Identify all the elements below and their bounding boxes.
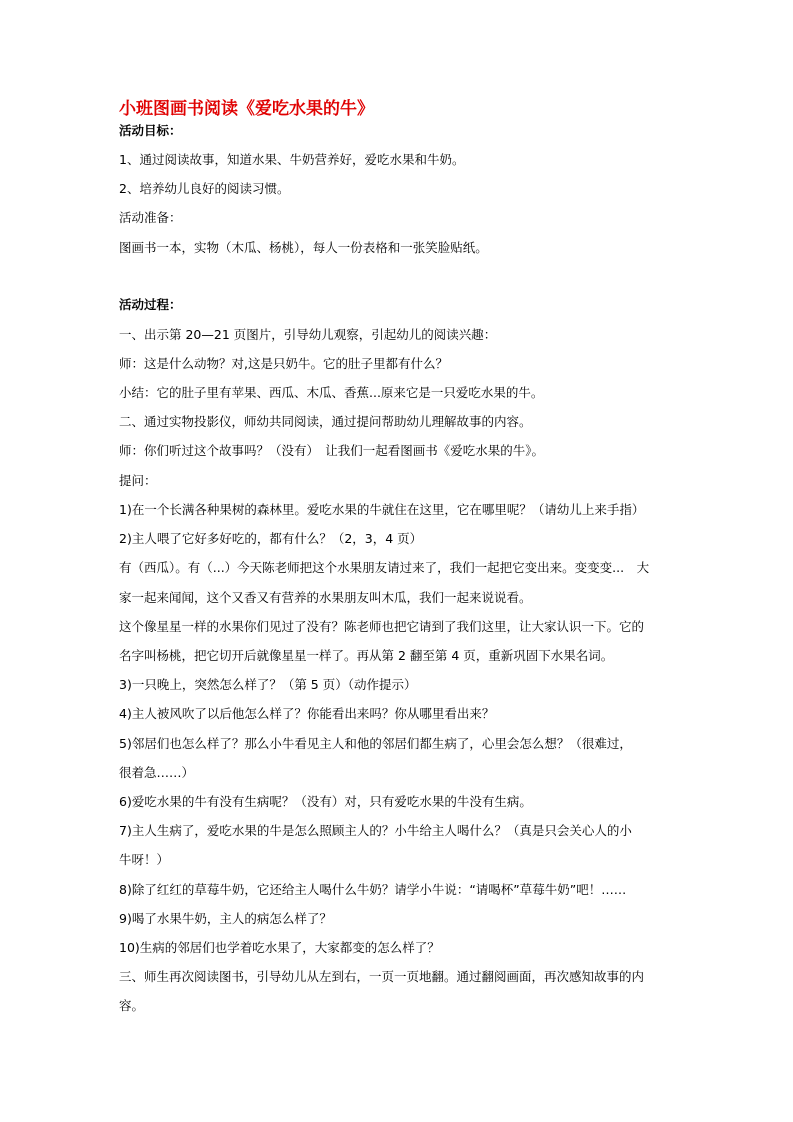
goal-item-2: 2、培养幼儿良好的阅读习惯。: [119, 181, 290, 196]
process-line: 1)在一个长满各种果树的森林里。爱吃水果的牛就住在这里，它在哪里呢？（请幼儿上来手指）: [119, 502, 645, 517]
process-line: 7)主人生病了，爱吃水果的牛是怎么照顾主人的？小牛给主人喝什么？（真是只会关心人的小: [119, 823, 632, 838]
process-line: 8)除了红红的草莓牛奶，它还给主人喝什么牛奶？请学小牛说：“请喝杯”草莓牛奶”吧！……: [119, 882, 627, 897]
process-line: 很着急……）: [119, 765, 195, 780]
process-line: 牛呀！）: [119, 852, 170, 867]
process-line: 提问：: [119, 473, 157, 488]
process-line: 3)一只晚上，突然怎么样了？（第 5 页）（动作提示）: [119, 677, 417, 692]
section-heading-preparation: 活动准备：: [119, 210, 182, 225]
process-line: 2)主人喂了它好多好吃的，都有什么？（2，3，4 页）: [119, 531, 423, 546]
document-title: 小班图画书阅读《爱吃水果的牛》: [119, 99, 374, 119]
process-line: 4)主人被风吹了以后他怎么样了？你能看出来吗？你从哪里看出来？: [119, 706, 495, 721]
process-line: 名字叫杨桃，把它切开后就像星星一样了。再从第 2 翻至第 4 页，重新巩固下水果名词。: [119, 648, 614, 663]
process-line: 三、师生再次阅读图书，引导幼儿从左到右，一页一页地翻。通过翻阅画面，再次感知故事的内: [119, 969, 645, 984]
process-line: 小结：它的肚子里有苹果、西瓜、木瓜、香蕉...原来它是一只爱吃水果的牛。: [119, 385, 544, 400]
process-line: 10)生病的邻居们也学着吃水果了，大家都变的怎么样了？: [119, 940, 440, 955]
process-line: 5)邻居们也怎么样了？那么小牛看见主人和他的邻居们都生病了，心里会怎么想？（很难过，: [119, 736, 632, 751]
process-line: 这个像星星一样的水果你们见过了没有？陈老师也把它请到了我们这里，让大家认识一下。它的: [119, 619, 645, 634]
process-line: 6)爱吃水果的牛有没有生病呢？（没有）对，只有爱吃水果的牛没有生病。: [119, 794, 532, 809]
process-line: 9)喝了水果牛奶，主人的病怎么样了？: [119, 911, 332, 926]
process-line: 有（西瓜）。有（...）今天陈老师把这个水果朋友请过来了，我们一起把它变出来。变变变... 大: [119, 560, 650, 575]
process-line: 一、出示第 20—21 页图片，引导幼儿观察，引起幼儿的阅读兴趣：: [119, 327, 497, 342]
preparation-text: 图画书一本，实物（木瓜、杨桃），每人一份表格和一张笑脸贴纸。: [119, 240, 488, 255]
section-heading-process: 活动过程：: [119, 297, 182, 312]
process-line: 家一起来闻闻，这个又香又有营养的水果朋友叫木瓜，我们一起来说说看。: [119, 590, 532, 605]
process-line: 师：你们听过这个故事吗？（没有） 让我们一起看图画书《爱吃水果的牛》。: [119, 443, 545, 458]
process-line: 二、通过实物投影仪，师幼共同阅读，通过提问帮助幼儿理解故事的内容。: [119, 414, 532, 429]
process-line: 容。: [119, 998, 145, 1013]
process-line: 师：这是什么动物？对,这是只奶牛。它的肚子里都有什么？: [119, 356, 448, 371]
section-heading-goals: 活动目标：: [119, 123, 182, 138]
goal-item-1: 1、通过阅读故事，知道水果、牛奶营养好，爱吃水果和牛奶。: [119, 152, 465, 167]
